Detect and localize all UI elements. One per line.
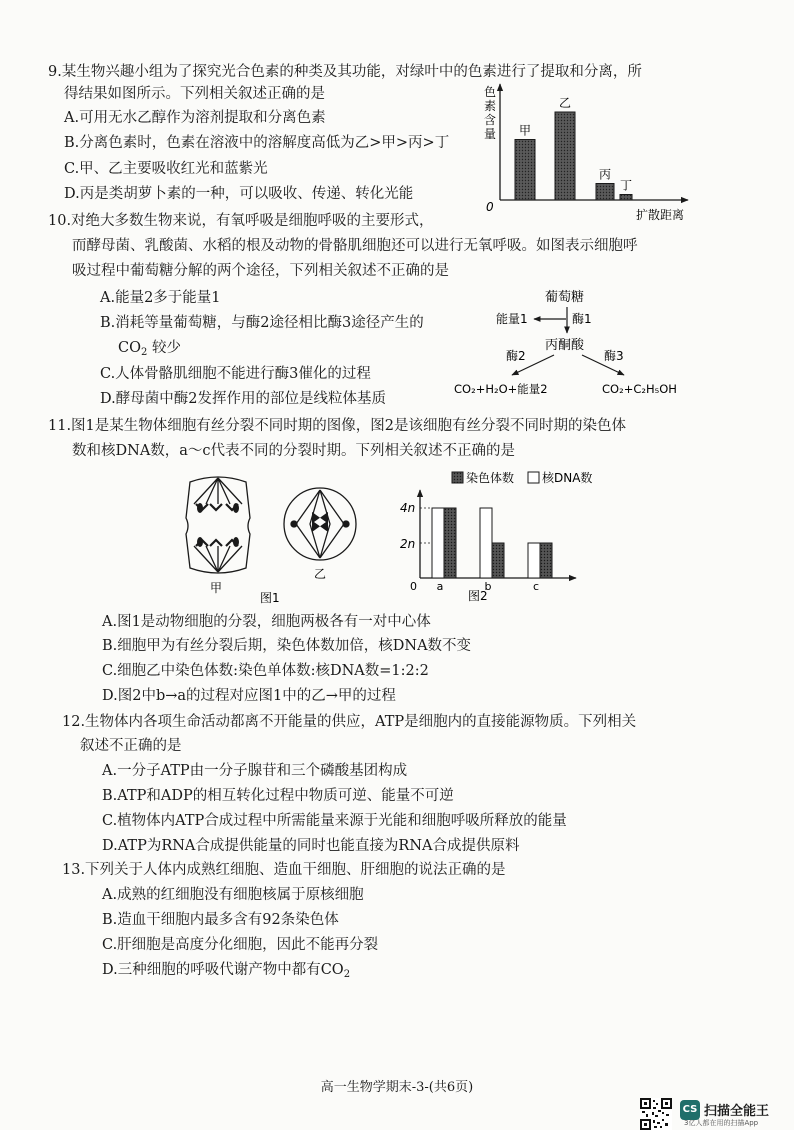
q13-option-a: A.成熟的红细胞没有细胞核属于原核细胞	[102, 887, 364, 903]
q10-stem-line1: 10.对绝大多数生物来说，有氧呼吸是细胞呼吸的主要形式，	[48, 213, 434, 229]
cell-yi-chromosomes	[312, 512, 328, 532]
fig2-y-4n: 4n	[400, 501, 416, 515]
fig2-category-a: a	[436, 580, 444, 593]
q10-option-d: D.酵母菌中酶2发挥作用的部位是线粒体基质	[100, 391, 386, 407]
diagram-glucose: 葡萄糖	[545, 290, 585, 305]
pigment-bar-1	[515, 140, 535, 201]
fig2-bar-b-dna	[480, 508, 492, 578]
q9-option-b: B.分离色素时，色素在溶液中的溶解度高低为乙>甲>丙>丁	[64, 135, 450, 151]
fig2-y-2n: 2n	[400, 537, 416, 551]
figure-2-chart	[396, 466, 606, 606]
figure-1-cells	[180, 470, 380, 606]
diagram-enzyme3: 酶3	[604, 349, 624, 363]
q9-stem-line1: 9.某生物兴趣小组为了探究光合色素的种类及其功能，对绿叶中的色素进行了提取和分离，所	[48, 64, 642, 80]
q11-option-d: D.图2中b→a的过程对应图1中的乙→甲的过程	[102, 688, 396, 704]
fig2-origin: 0	[410, 580, 417, 593]
scanner-logo: CS	[680, 1100, 700, 1120]
diagram-pyruvate: 丙酮酸	[545, 338, 585, 353]
q9-option-c: C.甲、乙主要吸收红光和蓝紫光	[64, 161, 268, 177]
figure-2-caption: 图2	[468, 589, 488, 603]
diagram-product3: CO₂+C₂H₅OH	[602, 382, 677, 396]
fig2-bar-a-chromosome	[444, 508, 456, 578]
q10-option-a: A.能量2多于能量1	[100, 290, 221, 306]
pigment-bar-2	[555, 112, 575, 200]
q11-option-a: A.图1是动物细胞的分裂，细胞两极各有一对中心体	[102, 614, 431, 630]
diagram-energy1: 能量1	[496, 312, 528, 326]
pigment-chart-ylabel-2: 素	[484, 99, 497, 113]
q11-option-b: B.细胞甲为有丝分裂后期，染色体数加倍，核DNA数不变	[102, 638, 472, 654]
q12-option-d: D.ATP为RNA合成提供能量的同时也能直接为RNA合成提供原料	[102, 838, 520, 854]
fig2-bar-c-dna	[528, 543, 540, 578]
fig2-category-b: b	[484, 580, 492, 593]
figure-1-caption: 图1	[260, 591, 280, 605]
q10-option-b-cont: $CO_2$ 较少	[118, 340, 181, 358]
pigment-bar-label-4: 丁	[619, 178, 633, 193]
qr-code-icon	[640, 1098, 672, 1130]
fig2-bar-c-chromosome	[540, 543, 552, 578]
scanner-slogan: 3亿人都在用的扫描App	[684, 1119, 759, 1127]
cell-jia	[186, 477, 250, 573]
q13-option-b: B.造血干细胞内最多含有92条染色体	[102, 912, 339, 928]
pigment-chart-ylabel-4: 量	[484, 127, 497, 141]
diagram-enzyme2: 酶2	[506, 349, 526, 363]
fig2-bar-b-chromosome	[492, 543, 504, 578]
q10-stem-line2: 而酵母菌、乳酸菌、水稻的根及动物的骨骼肌细胞还可以进行无氧呼吸。如图表示细胞呼	[72, 238, 638, 254]
q12-option-b: B.ATP和ADP的相互转化过程中物质可逆、能量不可逆	[102, 788, 454, 804]
pigment-bar-4	[620, 195, 632, 201]
legend-chromosome-swatch	[452, 472, 463, 483]
q12-stem-line1: 12.生物体内各项生命活动都离不开能量的供应，ATP是细胞内的直接能源物质。下列相关	[62, 714, 637, 730]
pigment-bar-label-2: 乙	[558, 96, 572, 110]
pigment-chart-origin: 0	[486, 200, 494, 214]
q10-option-c: C.人体骨骼肌细胞不能进行酶3催化的过程	[100, 366, 371, 382]
q9-option-d: D.丙是类胡萝卜素的一种，可以吸收、传递、转化光能	[64, 186, 414, 202]
diagram-enzyme1: 酶1	[572, 312, 592, 326]
q10-option-b: B.消耗等量葡萄糖，与酶2途径相比酶3途径产生的	[100, 315, 424, 331]
pigment-bar-label-1: 甲	[518, 123, 532, 138]
q12-option-c: C.植物体内ATP合成过程中所需能量来源于光能和细胞呼吸所释放的能量	[102, 813, 567, 829]
legend-dna-label: 核DNA数	[542, 471, 593, 485]
pigment-bar-label-3: 丙	[598, 167, 612, 182]
pigment-bar-3	[596, 184, 614, 201]
pigment-chart-ylabel-1: 色	[484, 85, 497, 99]
pigment-chart	[470, 80, 695, 222]
diagram-product2: CO₂+H₂O+能量2	[454, 382, 548, 396]
page-footer: 高一生物学期末-3-(共6页)	[320, 1080, 474, 1095]
q10-stem-line3: 吸过程中葡萄糖分解的两个途径，下列相关叙述不正确的是	[72, 263, 449, 279]
respiration-diagram	[450, 283, 700, 401]
fig2-category-c: c	[532, 580, 540, 593]
pigment-chart-xlabel: 扩散距离	[636, 208, 685, 222]
q9-stem-line2: 得结果如图所示。下列相关叙述正确的是	[64, 86, 325, 102]
cell-jia-label: 甲	[210, 581, 223, 595]
q11-option-c: C.细胞乙中染色体数:染色单体数:核DNA数=1:2:2	[102, 663, 429, 679]
q12-stem-line2: 叙述不正确的是	[80, 738, 182, 754]
q11-stem-line1: 11.图1是某生物体细胞有丝分裂不同时期的图像，图2是该细胞有丝分裂不同时期的染色体	[48, 418, 627, 434]
cell-yi	[284, 488, 356, 560]
q13-option-d: D.三种细胞的呼吸代谢产物中都有$CO_2$	[102, 962, 351, 980]
q13-option-c: C.肝细胞是高度分化细胞，因此不能再分裂	[102, 937, 379, 953]
legend-chromosome-label: 染色体数	[466, 471, 515, 485]
q12-option-a: A.一分子ATP由一分子腺苷和三个磷酸基团构成	[102, 763, 408, 779]
scanner-app-name: 扫描全能王	[704, 1104, 770, 1119]
pigment-chart-ylabel-3: 含	[484, 113, 497, 127]
cell-yi-label: 乙	[314, 567, 327, 581]
fig2-bar-a-dna	[432, 508, 444, 578]
q9-option-a: A.可用无水乙醇作为溶剂提取和分离色素	[64, 110, 326, 126]
legend-dna-swatch	[528, 472, 539, 483]
q13-stem: 13.下列关于人体内成熟红细胞、造血干细胞、肝细胞的说法正确的是	[62, 862, 506, 878]
q11-stem-line2: 数和核DNA数，a～c代表不同的分裂时期。下列相关叙述不正确的是	[72, 443, 516, 459]
